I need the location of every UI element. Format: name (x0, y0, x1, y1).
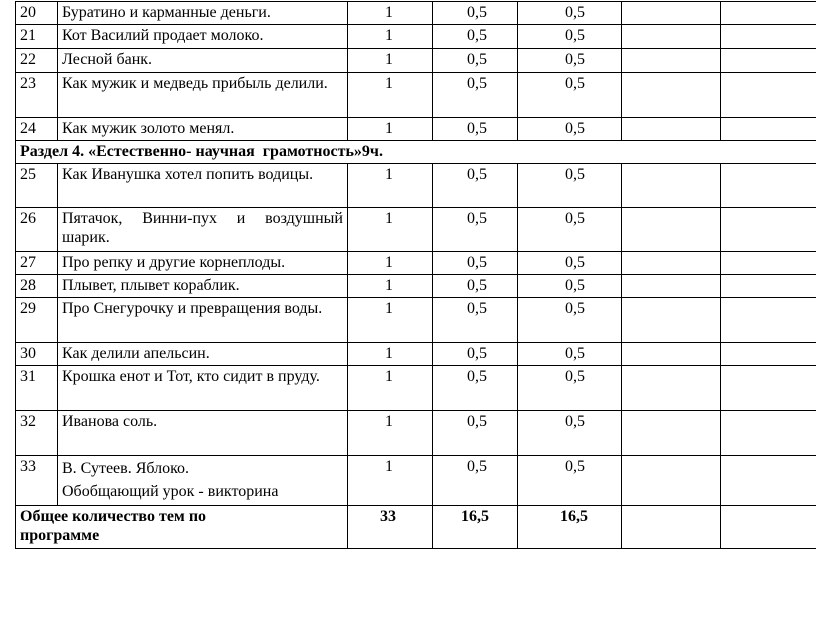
theory-cell: 0,5 (433, 25, 518, 49)
hours-cell: 1 (348, 164, 433, 208)
row-number: 22 (16, 49, 58, 73)
lesson-title: Пятачок, Винни-пух и воздушный шарик. (58, 208, 348, 252)
hours-cell: 1 (348, 366, 433, 411)
theory-cell: 0,5 (433, 2, 518, 25)
lesson-title (58, 456, 348, 506)
table-row (16, 275, 816, 298)
lesson-title: Плывет, плывет кораблик. (58, 275, 348, 298)
practice-cell: 0,5 (518, 366, 622, 411)
theory-cell: 0,5 (433, 298, 518, 343)
hours-cell: 1 (348, 118, 433, 141)
empty-cell (721, 164, 816, 208)
lesson-title: Как делили апельсин. (58, 343, 348, 366)
row-number: 28 (16, 275, 58, 298)
practice-cell: 0,5 (518, 118, 622, 141)
row-number: 23 (16, 73, 58, 118)
section-title: Раздел 4. «Естественно- научная грамотность»9ч. (16, 141, 816, 164)
lesson-title-line: Обобщающий урок - викторина (62, 483, 279, 500)
empty-cell (721, 366, 816, 411)
row-number: 24 (16, 118, 58, 141)
empty-cell (721, 275, 816, 298)
empty-cell (721, 506, 816, 549)
empty-cell (721, 298, 816, 343)
practice-cell: 0,5 (518, 208, 622, 252)
lesson-title: Как мужик и медведь прибыль делили. (58, 73, 348, 118)
hours-cell: 1 (348, 275, 433, 298)
lesson-title: Про репку и другие корнеплоды. (58, 252, 348, 275)
curriculum-table (15, 1, 816, 549)
row-number: 30 (16, 343, 58, 366)
table-row (16, 343, 816, 366)
practice-cell: 0,5 (518, 298, 622, 343)
empty-cell (721, 208, 816, 252)
table-row (16, 411, 816, 456)
practice-cell: 0,5 (518, 456, 622, 506)
theory-cell: 0,5 (433, 73, 518, 118)
empty-cell (721, 49, 816, 73)
empty-cell (721, 411, 816, 456)
empty-cell (721, 25, 816, 49)
theory-cell: 0,5 (433, 164, 518, 208)
section-header-row (16, 141, 816, 164)
row-number: 31 (16, 366, 58, 411)
lesson-title: Кот Василий продает молоко. (58, 25, 348, 49)
total-practice: 16,5 (518, 506, 622, 549)
lesson-title: Иванова соль. (58, 411, 348, 456)
practice-cell: 0,5 (518, 73, 622, 118)
empty-cell (622, 118, 721, 141)
empty-cell (622, 506, 721, 549)
practice-cell: 0,5 (518, 2, 622, 25)
theory-cell: 0,5 (433, 343, 518, 366)
empty-cell (622, 275, 721, 298)
empty-cell (622, 298, 721, 343)
hours-cell: 1 (348, 411, 433, 456)
table-row (16, 73, 816, 118)
hours-cell: 1 (348, 25, 433, 49)
empty-cell (622, 25, 721, 49)
row-number: 32 (16, 411, 58, 456)
table-row (16, 118, 816, 141)
table-row (16, 208, 816, 252)
row-number: 27 (16, 252, 58, 275)
hours-cell: 1 (348, 298, 433, 343)
lesson-title: Буратино и карманные деньги. (58, 2, 348, 25)
hours-cell: 1 (348, 49, 433, 73)
lesson-title: Про Снегурочку и превращения воды. (58, 298, 348, 343)
empty-cell (721, 118, 816, 141)
practice-cell: 0,5 (518, 275, 622, 298)
hours-cell: 1 (348, 73, 433, 118)
table-row (16, 2, 816, 25)
practice-cell: 0,5 (518, 25, 622, 49)
theory-cell: 0,5 (433, 366, 518, 411)
empty-cell (622, 343, 721, 366)
theory-cell: 0,5 (433, 275, 518, 298)
table-row (16, 252, 816, 275)
empty-cell (721, 252, 816, 275)
row-number: 25 (16, 164, 58, 208)
empty-cell (622, 49, 721, 73)
practice-cell: 0,5 (518, 343, 622, 366)
empty-cell (622, 208, 721, 252)
theory-cell: 0,5 (433, 456, 518, 506)
lesson-title: Как мужик золото менял. (58, 118, 348, 141)
theory-cell: 0,5 (433, 118, 518, 141)
table-row (16, 366, 816, 411)
lesson-title-line: В. Сутеев. Яблоко. (62, 460, 190, 477)
practice-cell: 0,5 (518, 164, 622, 208)
hours-cell: 1 (348, 343, 433, 366)
total-hours: 33 (348, 506, 433, 549)
row-number: 21 (16, 25, 58, 49)
total-label: Общее количество тем по программе (16, 506, 348, 549)
table-row (16, 164, 816, 208)
empty-cell (622, 2, 721, 25)
lesson-title: Лесной банк. (58, 49, 348, 73)
lesson-title: Как Иванушка хотел попить водицы. (58, 164, 348, 208)
practice-cell: 0,5 (518, 411, 622, 456)
row-number: 26 (16, 208, 58, 252)
table-row (16, 456, 816, 506)
empty-cell (721, 456, 816, 506)
empty-cell (622, 164, 721, 208)
empty-cell (721, 2, 816, 25)
empty-cell (622, 252, 721, 275)
row-number: 33 (16, 456, 58, 506)
hours-cell: 1 (348, 252, 433, 275)
empty-cell (622, 411, 721, 456)
theory-cell: 0,5 (433, 208, 518, 252)
practice-cell: 0,5 (518, 49, 622, 73)
empty-cell (622, 366, 721, 411)
empty-cell (721, 343, 816, 366)
empty-cell (721, 73, 816, 118)
table-row (16, 298, 816, 343)
table-row (16, 49, 816, 73)
theory-cell: 0,5 (433, 252, 518, 275)
empty-cell (622, 456, 721, 506)
total-theory: 16,5 (433, 506, 518, 549)
row-number: 20 (16, 2, 58, 25)
hours-cell: 1 (348, 456, 433, 506)
lesson-title: Крошка енот и Тот, кто сидит в пруду. (58, 366, 348, 411)
table-row (16, 25, 816, 49)
hours-cell: 1 (348, 2, 433, 25)
row-number: 29 (16, 298, 58, 343)
theory-cell: 0,5 (433, 49, 518, 73)
hours-cell: 1 (348, 208, 433, 252)
empty-cell (622, 73, 721, 118)
total-row (16, 506, 816, 549)
practice-cell: 0,5 (518, 252, 622, 275)
theory-cell: 0,5 (433, 411, 518, 456)
